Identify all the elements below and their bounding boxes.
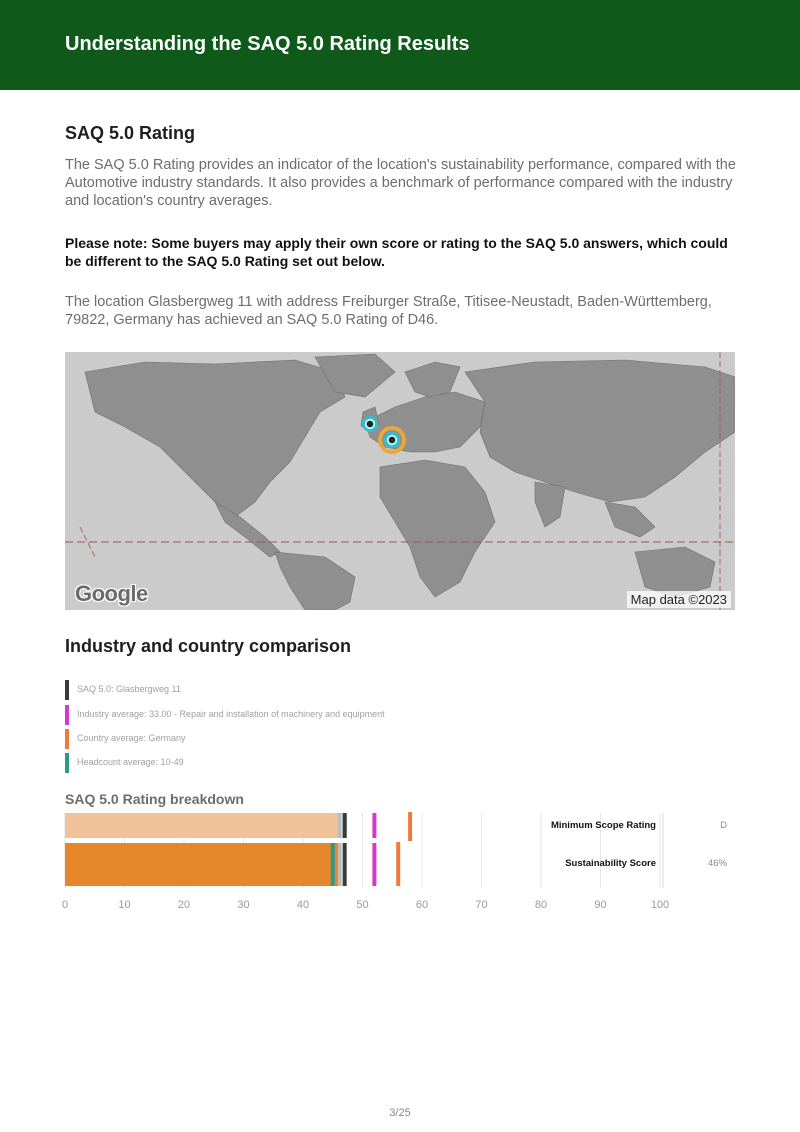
rating-note: Please note: Some buyers may apply their own score or rating to the SAQ 5.0 answers, which could be different to the SAQ 5.0 Rating set out below. — [65, 235, 728, 269]
legend-label: SAQ 5.0: Glasbergweg 11 — [77, 684, 181, 694]
google-logo: Google — [75, 581, 148, 606]
rating-description: The SAQ 5.0 Rating provides an indicator of the location's sustainability performance, compared with the Automotive industry standards. It also provides a benchmark of performance compared with the industry and location's country averages. — [65, 157, 736, 209]
map-credit: Map data ©2023 — [627, 591, 731, 608]
x-tick-label: 20 — [177, 899, 191, 911]
legend-label: Headcount average: 10-49 — [77, 757, 184, 767]
x-tick-label: 90 — [594, 899, 607, 911]
industry-marker — [372, 843, 376, 886]
x-tick-label: 10 — [118, 899, 131, 911]
score-bar — [65, 843, 339, 886]
x-tick-label: 50 — [356, 899, 369, 911]
page-number: 3/25 — [389, 1107, 411, 1119]
saq-marker — [343, 843, 347, 886]
row-value-minimum-scope: D — [720, 820, 727, 831]
x-tick-label: 60 — [415, 899, 429, 911]
row-label-sustainability-score: Sustainability Score — [565, 858, 656, 869]
row-value-sustainability-score: 46% — [707, 858, 727, 869]
x-tick-label: 70 — [475, 899, 488, 911]
comparison-title: Industry and country comparison — [65, 636, 352, 656]
x-tick-label: 80 — [534, 899, 548, 911]
legend-label: Industry average: 33.00 - Repair and installation of machinery and equipment — [77, 709, 385, 719]
legend-label: Country average: Germany — [77, 733, 186, 743]
industry-marker — [372, 813, 376, 838]
country-marker — [408, 812, 412, 841]
rating-section-title: SAQ 5.0 Rating — [65, 123, 196, 143]
score-bar — [65, 813, 339, 838]
country-marker — [396, 842, 400, 886]
x-tick-label: 30 — [237, 899, 250, 911]
x-tick-label: 0 — [61, 899, 69, 911]
x-tick-label: 100 — [650, 899, 670, 911]
chart-title: SAQ 5.0 Rating breakdown — [65, 791, 244, 807]
bar-end-marker — [338, 843, 342, 886]
row-label-minimum-scope: Minimum Scope Rating — [550, 820, 656, 831]
bar-end-marker — [338, 813, 342, 838]
page-title: Understanding the SAQ 5.0 Rating Results — [65, 33, 470, 55]
saq-marker — [343, 813, 347, 838]
headcount-marker — [331, 843, 335, 886]
x-tick-label: 40 — [296, 899, 310, 911]
rating-result: The location Glasbergweg 11 with address Freiburger Straße, Titisee-Neustadt, Baden-Württemberg, 79822, Germany has achieved an SAQ 5.0 Rating of D46. — [65, 294, 712, 328]
